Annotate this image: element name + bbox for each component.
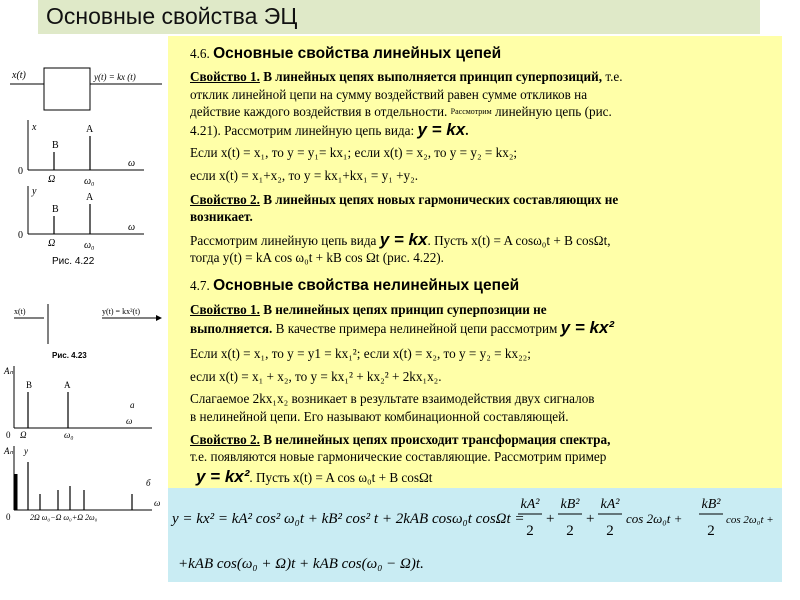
paragraph-text: т.е. xyxy=(602,69,623,84)
paragraph-line xyxy=(190,104,776,119)
section-title: Основные свойства нелинейных цепей xyxy=(213,277,520,294)
formula-line-2: +kAB cos(ω₀ + Ω)t + kAB cos(ω₀ − Ω)t. xyxy=(178,556,424,572)
svg-text:+: + xyxy=(546,511,555,527)
paragraph-line xyxy=(190,232,776,248)
tick-label: Ω xyxy=(48,174,56,185)
section-number: 4.6. xyxy=(190,46,210,61)
amplitude-label: B xyxy=(26,380,33,390)
section-4-6-heading xyxy=(190,46,776,61)
axis-label: ω xyxy=(128,222,136,233)
section-title: Основные свойства линейных цепей xyxy=(213,45,502,62)
panel-label: a xyxy=(130,400,135,410)
figure-4-22 xyxy=(4,118,166,268)
paragraph-line: Если x(t) = x₁, то y = y1 = kx₁²; если x(t) = x₂, то y = y₂ = kx₂₂; xyxy=(190,346,531,361)
paragraph-line xyxy=(190,432,776,447)
formula-line-1: y = kx² = kA² cos² ω₀t + kB² cos² t + 2kAB cosω₀t cosΩt = xyxy=(172,511,525,527)
paragraph-line xyxy=(190,192,776,207)
section-4-7-heading xyxy=(190,278,776,293)
paragraph-line xyxy=(190,69,776,84)
property-text: В нелинейных цепях происходит трансформация спектра, xyxy=(259,432,611,447)
paragraph-line xyxy=(190,302,776,317)
paragraph-line: т.е. появляются новые гармонические составляющие. Рассмотрим пример xyxy=(190,449,607,464)
section-number: 4.7. xyxy=(190,278,210,293)
figure-4-24 xyxy=(2,362,166,528)
zero-label: 0 xyxy=(6,512,11,522)
axis-label: ω xyxy=(154,498,161,508)
paragraph-line: в нелинейной цепи. Его называют комбинационной составляющей. xyxy=(190,409,569,424)
amplitude-label: A xyxy=(64,380,71,390)
formula-term: cos 2ω₀t + xyxy=(726,514,774,526)
tick-label: ω₀ xyxy=(84,176,95,187)
paragraph-line: Если x(t) = x₁, то y = y₁= kx₁; если x(t) = x₂, то y = y₂ = kx₂; xyxy=(190,145,518,160)
paragraph-text: линейную цепь (рис. xyxy=(491,104,612,119)
paragraph-text: В качестве примера нелинейной цепи рассмотрим xyxy=(272,321,561,336)
property-text: В линейных цепях новых гармонических составляющих не xyxy=(259,192,619,207)
figure-caption: Рис. 4.22 xyxy=(52,256,95,267)
tick-label: ω₀ xyxy=(64,430,74,440)
paragraph-line: отклик линейной цепи на сумму воздействий равен сумме откликов на xyxy=(190,87,588,102)
paragraph-line: Слагаемое 2kx₁x₂ возникает в результате взаимодействия двух сигналов xyxy=(190,391,595,406)
axis-label: y xyxy=(32,186,37,197)
paragraph-text: . xyxy=(465,123,469,138)
paragraph-line: если x(t) = x₁ + x₂, то y = kx₁² + kx₂² + 2kx₁x₂. xyxy=(190,369,442,384)
paragraph-line: если x(t) = x₁+x₂, то y = kx₁+kx₁ = y₁ +y₂. xyxy=(190,168,419,183)
fraction-denominator: 2 xyxy=(606,523,614,539)
paragraph-text: . Пусть x(t) = A cos ω₀t + B cosΩt xyxy=(249,470,433,485)
axis-label: x xyxy=(32,122,37,133)
amplitude-label: A xyxy=(86,124,94,135)
paragraph-line xyxy=(190,320,776,336)
input-label: x(t) xyxy=(14,307,26,316)
formula-inline: y = kx xyxy=(417,120,466,139)
paragraph-line xyxy=(190,122,776,138)
axis-label: ω xyxy=(126,416,133,426)
zero-label: 0 xyxy=(18,166,23,177)
formula-inline: y = kx² xyxy=(196,467,250,486)
axis-label: Aₙ xyxy=(4,366,14,376)
fraction-denominator: 2 xyxy=(566,523,574,539)
fraction-numerator: kA² xyxy=(520,497,540,512)
axis-label: ω xyxy=(128,158,136,169)
property-label: Свойство 2. xyxy=(190,432,260,447)
property-label: Свойство 1. xyxy=(190,302,260,317)
property-text: выполняется. xyxy=(190,321,273,336)
page-title: Основные свойства ЭЦ xyxy=(46,3,298,29)
axis-label: y xyxy=(24,446,28,456)
formula-inline: y = kx xyxy=(379,230,428,249)
tick-label: Ω xyxy=(48,238,56,249)
paragraph-line xyxy=(196,469,782,485)
zero-label: 0 xyxy=(6,430,11,440)
property-label: Свойство 1. xyxy=(190,69,260,84)
amplitude-label: B xyxy=(52,204,59,215)
figure-4-21 xyxy=(4,40,166,120)
property-label: Свойство 2. xyxy=(190,192,260,207)
paragraph-text: действие каждого воздействия в отдельности. xyxy=(190,104,448,119)
fraction-numerator: kB² xyxy=(701,497,721,512)
input-label: x(t) xyxy=(12,70,26,81)
tick-labels: 2Ω ω₀−Ω ω₀+Ω 2ω₀ xyxy=(30,513,98,522)
zero-label: 0 xyxy=(18,230,23,241)
fraction-numerator: kB² xyxy=(560,497,580,512)
paragraph-line: тогда y(t) = kA cos ω₀t + kB cos Ωt (рис. 4.22). xyxy=(190,250,444,265)
paragraph-text: Рассмотрим линейную цепь вида xyxy=(190,233,380,248)
paragraph-line: возникает. xyxy=(190,209,253,224)
paragraph-text: . Пусть x(t) = A cosω₀t + B cosΩt, xyxy=(427,233,611,248)
output-label: y(t) = kx (t) xyxy=(94,72,136,82)
figure-4-23 xyxy=(4,300,166,362)
fraction-numerator: kA² xyxy=(600,497,620,512)
paragraph-text: 4.21). Рассмотрим линейную цепь вида: xyxy=(190,123,418,138)
fraction-denominator: 2 xyxy=(707,523,715,539)
amplitude-label: B xyxy=(52,140,59,151)
circuit-block xyxy=(44,68,90,110)
svg-text:+: + xyxy=(586,511,595,527)
formula-term: cos 2ω₀t + xyxy=(626,511,683,526)
figure-caption: Рис. 4.23 xyxy=(52,351,87,360)
panel-label: б xyxy=(146,478,151,488)
axis-label: Aₙ xyxy=(4,446,14,456)
tick-label: ω₀ xyxy=(84,240,95,251)
fraction-denominator: 2 xyxy=(526,523,534,539)
property-text: В линейных цепях выполняется принцип суперпозиций, xyxy=(259,69,603,84)
paragraph-small-text: Рассмотрим xyxy=(450,107,492,116)
tick-label: Ω xyxy=(20,430,27,440)
formula-inline: y = kx² xyxy=(560,318,615,337)
spectrum-formula xyxy=(168,488,782,582)
output-label: y(t) = kx²(t) xyxy=(102,307,141,316)
property-text: В нелинейных цепях принцип суперпозиции не xyxy=(259,302,547,317)
amplitude-label: A xyxy=(86,192,94,203)
